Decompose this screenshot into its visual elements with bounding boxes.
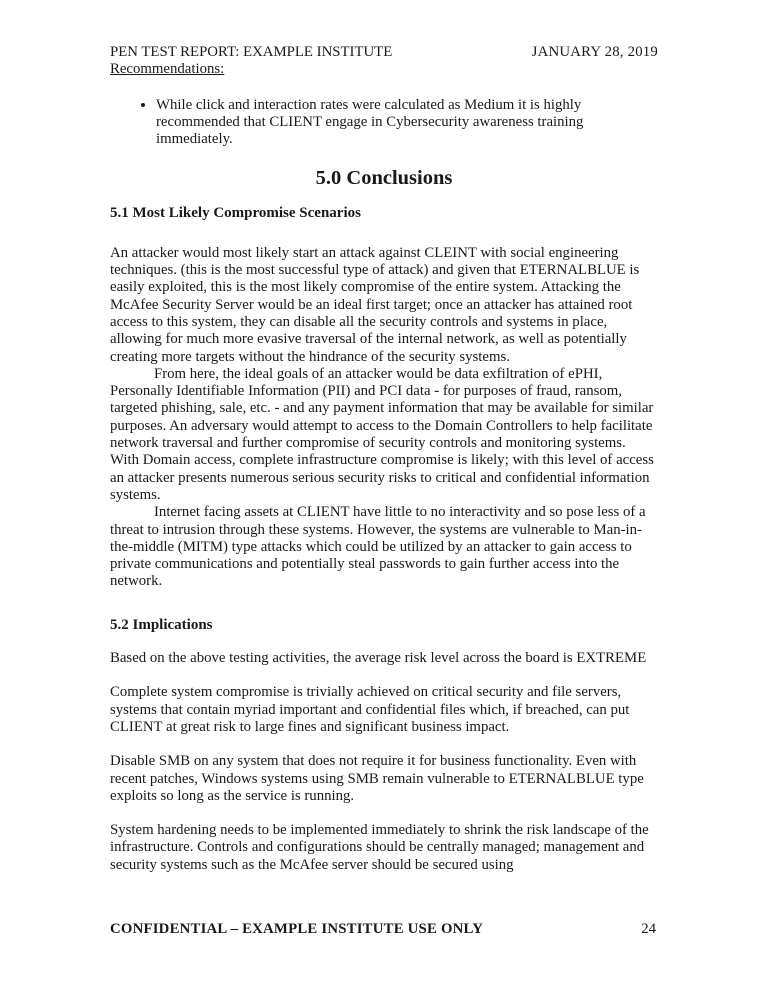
page-header bbox=[110, 44, 658, 79]
conclusions-heading: 5.0 Conclusions bbox=[315, 167, 453, 190]
body-paragraph: From here, the ideal goals of an attacker would be data exfiltration of ePHI, Personally Identifiable Information (PII) and PCI data - for purposes of fraud, ransom, targeted phishing, sale, etc. - and any payment information that may be available for similar purposes. An adversary would attempt to access to the Domain Controllers to help facilitate network traversal and further compromise of security controls and monitoring systems. With Domain access, complete infrastructure compromise is likely; with this level of access an attacker presents numerous serious security risks to critical and confidential information systems. bbox=[110, 365, 654, 503]
page-number: 24 bbox=[641, 921, 656, 937]
section-5-2-heading: 5.2 Implications bbox=[110, 616, 213, 633]
body-paragraph: System hardening needs to be implemented immediately to shrink the risk landscape of the infrastructure. Controls and configurations should be centrally managed; management and security systems such as the McAfee server should be secured using bbox=[110, 822, 649, 873]
body-paragraph: Based on the above testing activities, the average risk level across the board is EXTREME bbox=[110, 650, 647, 667]
body-paragraph: Complete system compromise is trivially achieved on critical security and file servers, systems that contain myriad important and confidential files which, if breached, can put CLIENT at great risk to large fines and significant business impact. bbox=[110, 684, 630, 735]
report-date: JANUARY 28, 2019 bbox=[531, 44, 658, 60]
confidentiality-notice: CONFIDENTIAL – EXAMPLE INSTITUTE USE ONLY bbox=[110, 921, 484, 937]
recommendations-subheading: Recommendations: bbox=[110, 61, 225, 78]
section-5-1-heading: 5.1 Most Likely Compromise Scenarios bbox=[110, 205, 361, 222]
body-paragraph: Internet facing assets at CLIENT have little to no interactivity and so pose less of a threat to intrusion through these systems. However, the systems are vulnerable to Man-in-the-middle (MITM) type attacks which could be utilized by an attacker to gain access to private communications and potentially steal passwords to gain further access into the network. bbox=[110, 504, 646, 590]
body-paragraph: Disable SMB on any system that does not require it for business functionality. Even with recent patches, Windows systems using SMB remain vulnerable to ETERNALBLUE type exploits so long as the service is running. bbox=[110, 753, 644, 804]
body-paragraph: An attacker would most likely start an attack against CLEINT with social engineering techniques. (this is the most successful type of attack) and given that ETERNALBLUE is easily exploited, this is the most likely compromise of the entire system. Attacking the McAfee Security Server would be an ideal first target; once an attacker has attained root access to this system, they can disable all the security controls and systems in place, allowing for much more evasive traversal of the internal network, as well as potentially creating more targets without the hindrance of the security systems. bbox=[110, 244, 640, 365]
header-row bbox=[110, 44, 658, 61]
page-footer bbox=[110, 921, 656, 938]
recommendation-bullet: • While click and interaction rates were calculated as Medium it is highly recommended that CLIENT engage in Cybersecurity awareness training immediately. bbox=[156, 97, 608, 149]
report-title: PEN TEST REPORT: EXAMPLE INSTITUTE bbox=[110, 44, 393, 60]
recommendations-list bbox=[110, 97, 658, 149]
